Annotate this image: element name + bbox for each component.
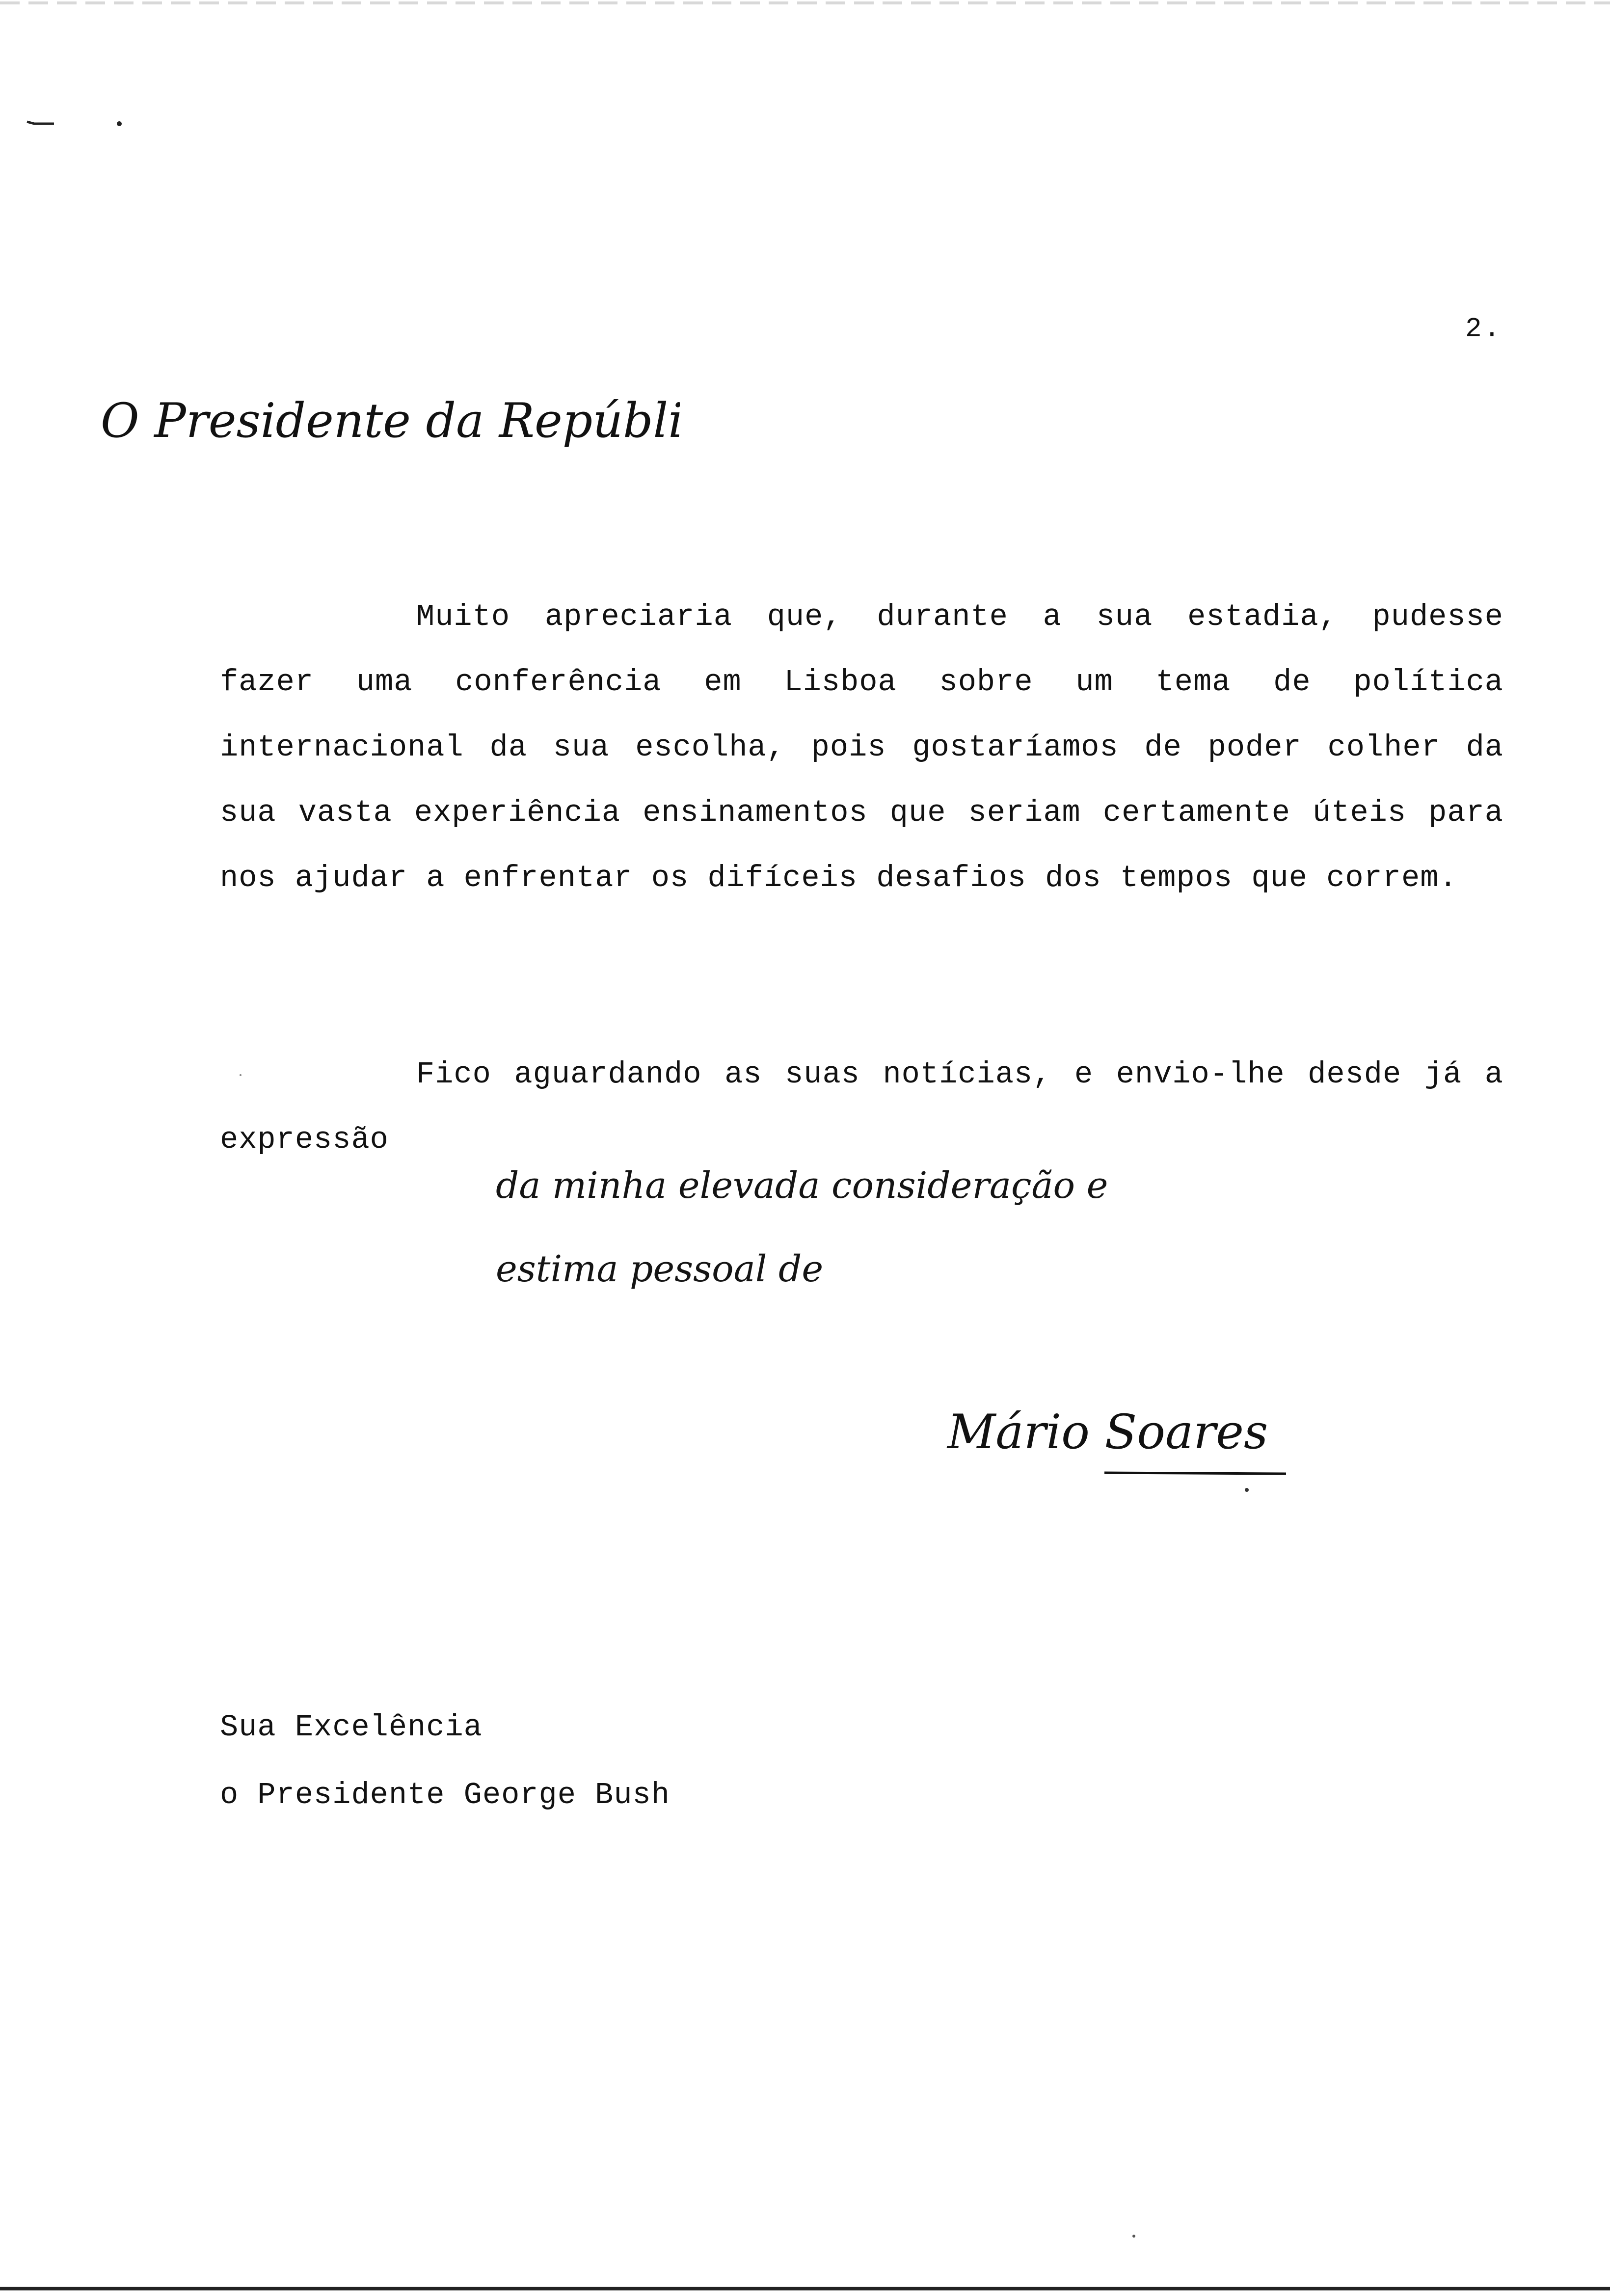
body-paragraph-1: Muito apreciaria que, durante a sua estadia, pudesse fazer uma conferência em Lisboa sobre um tema de política internacional da sua escolha, pois gostaríamos de poder colher da sua vasta experiência ensinamentos que seriam certamente úteis para nos ajudar a enfrentar os difíceis desafios dos tempos que correm. bbox=[220, 599, 1503, 895]
addressee-line-2: o Presidente George Bush bbox=[220, 1778, 670, 1812]
page-number: 2. bbox=[1465, 313, 1503, 345]
signature bbox=[942, 1360, 1315, 1507]
handwritten-closing bbox=[486, 1149, 1271, 1325]
addressee-block bbox=[220, 1694, 670, 1829]
handwritten-line-2: estima pessoal de bbox=[496, 1248, 824, 1290]
body-paragraph-2: Fico aguardando as suas notícias, e envio-lhe desde já a expressão bbox=[220, 1057, 1503, 1157]
signature-text: Mário Soares bbox=[947, 1405, 1268, 1459]
letterhead bbox=[101, 388, 680, 457]
addressee-line-1: Sua Excelência bbox=[220, 1710, 483, 1745]
letterhead-text: O Presidente da República bbox=[101, 393, 680, 448]
handwritten-line-1: da minha elevada consideração e bbox=[496, 1164, 1108, 1207]
